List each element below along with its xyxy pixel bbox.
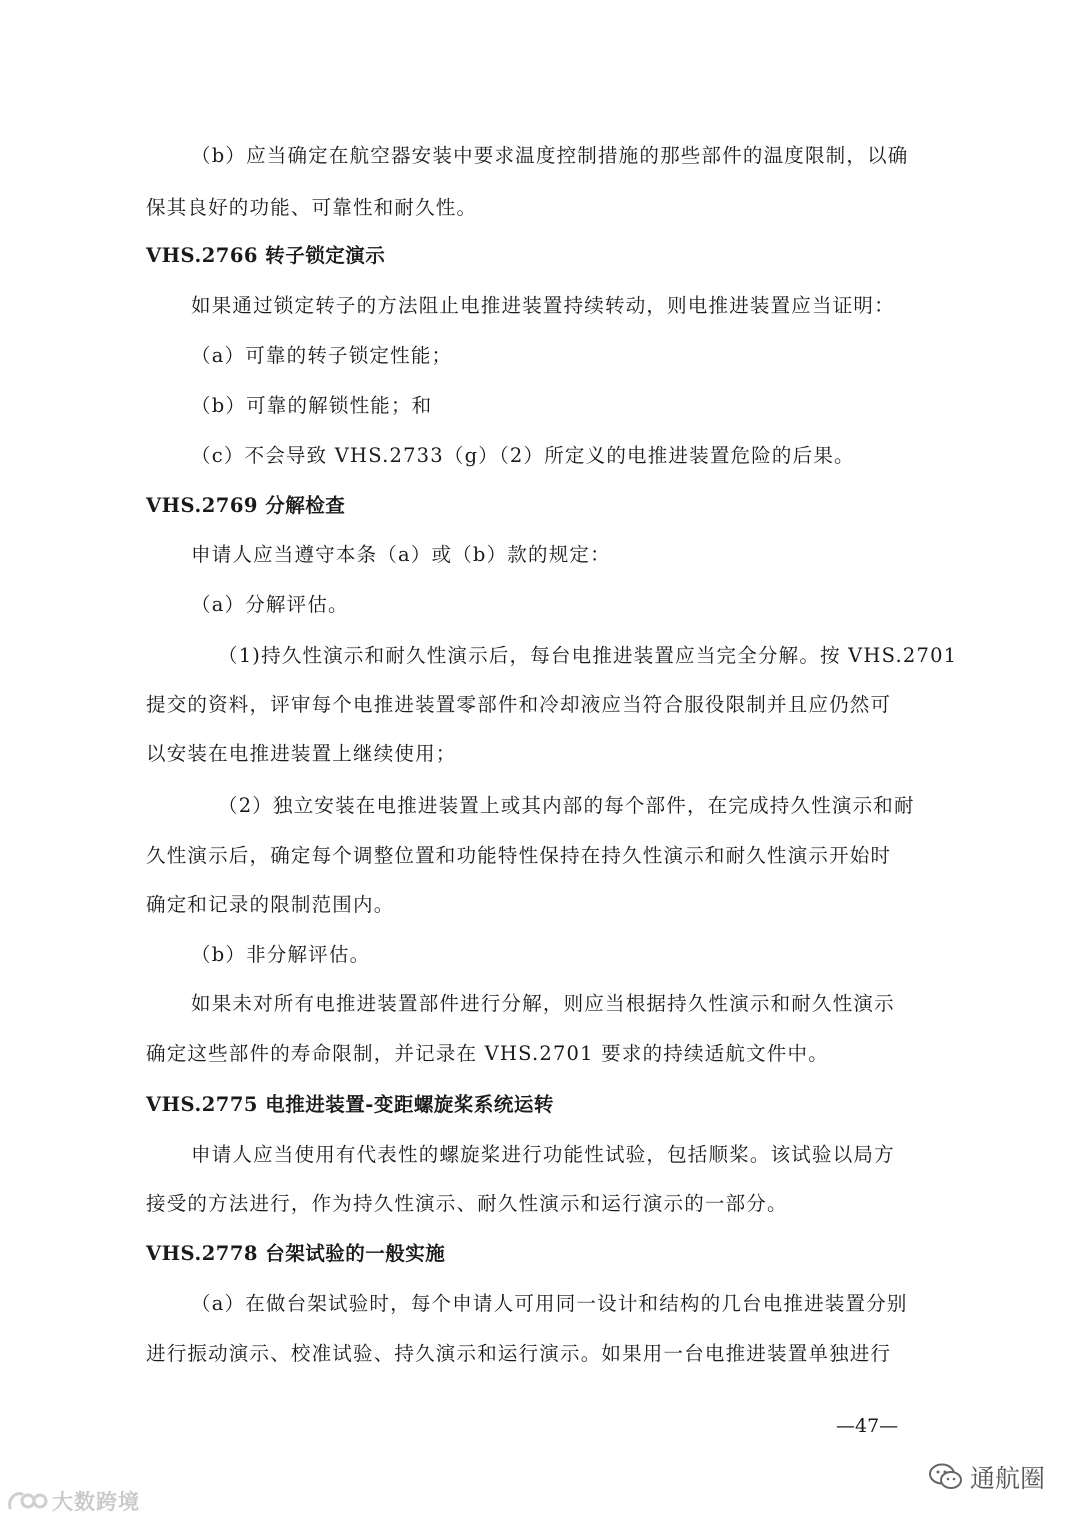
paragraph-b-temperature-line-2: 保其良好的功能、可靠性和耐久性。 bbox=[146, 196, 478, 219]
watermark-right bbox=[928, 1460, 1045, 1494]
paragraph-bench-test-line-1: （a）在做台架试验时，每个申请人可用同一设计和结构的几台电推进装置分别 bbox=[191, 1292, 908, 1315]
sub-item-2-line-3: 确定和记录的限制范围内。 bbox=[146, 893, 395, 916]
section-heading-vhs2769: VHS.2769 分解检查 bbox=[146, 494, 346, 517]
paragraph-bench-test-line-2: 进行振动演示、校准试验、持久演示和运行演示。如果用一台电推进装置单独进行 bbox=[146, 1342, 892, 1365]
list-item-c-hazard: （c）不会导致 VHS.2733（g）（2）所定义的电推进装置危险的后果。 bbox=[191, 444, 855, 467]
wechat-icon bbox=[928, 1462, 964, 1492]
watermark-right-text: 通航圈 bbox=[970, 1464, 1046, 1493]
brand-logo-icon bbox=[6, 1488, 48, 1514]
section-heading-vhs2766: VHS.2766 转子锁定演示 bbox=[146, 244, 386, 267]
paragraph-non-teardown-line-2: 确定这些部件的寿命限制，并记录在 VHS.2701 要求的持续适航文件中。 bbox=[146, 1042, 829, 1065]
paragraph-propeller-line-2: 接受的方法进行，作为持久性演示、耐久性演示和运行演示的一部分。 bbox=[146, 1192, 788, 1215]
sub-item-1-line-3: 以安装在电推进装置上继续使用； bbox=[146, 742, 457, 765]
list-item-b-non-teardown: （b）非分解评估。 bbox=[191, 943, 371, 966]
section-heading-vhs2778: VHS.2778 台架试验的一般实施 bbox=[146, 1242, 446, 1265]
list-item-a-teardown: （a）分解评估。 bbox=[191, 593, 349, 616]
paragraph-rotor-lock-intro: 如果通过锁定转子的方法阻止电推进装置持续转动，则电推进装置应当证明： bbox=[191, 294, 895, 317]
paragraph-propeller-line-1: 申请人应当使用有代表性的螺旋桨进行功能性试验，包括顺桨。该试验以局方 bbox=[191, 1143, 895, 1166]
sub-item-2-line-2: 久性演示后，确定每个调整位置和功能特性保持在持久性演示和耐久性演示开始时 bbox=[146, 844, 892, 867]
list-item-b-unlock: （b）可靠的解锁性能；和 bbox=[191, 394, 433, 417]
list-item-a-rotor-lock: （a）可靠的转子锁定性能； bbox=[191, 344, 453, 367]
page-number: —47— bbox=[836, 1415, 899, 1437]
watermark-left-text: 大数跨境 bbox=[52, 1490, 140, 1514]
paragraph-b-temperature-line-1: （b）应当确定在航空器安装中要求温度控制措施的那些部件的温度限制，以确 bbox=[191, 144, 909, 167]
sub-item-1-line-2: 提交的资料，评审每个电推进装置零部件和冷却液应当符合服役限制并且应仍然可 bbox=[146, 693, 892, 716]
watermark-left bbox=[6, 1486, 140, 1516]
paragraph-non-teardown-line-1: 如果未对所有电推进装置部件进行分解，则应当根据持久性演示和耐久性演示 bbox=[191, 992, 895, 1015]
sub-item-1-line-1: （1)持久性演示和耐久性演示后，每台电推进装置应当完全分解。按 VHS.2701 bbox=[218, 644, 958, 667]
paragraph-applicant-comply: 申请人应当遵守本条（a）或（b）款的规定： bbox=[191, 543, 611, 566]
section-heading-vhs2775: VHS.2775 电推进装置-变距螺旋桨系统运转 bbox=[146, 1093, 554, 1116]
sub-item-2-line-1: （2）独立安装在电推进装置上或其内部的每个部件，在完成持久性演示和耐 bbox=[218, 794, 915, 817]
